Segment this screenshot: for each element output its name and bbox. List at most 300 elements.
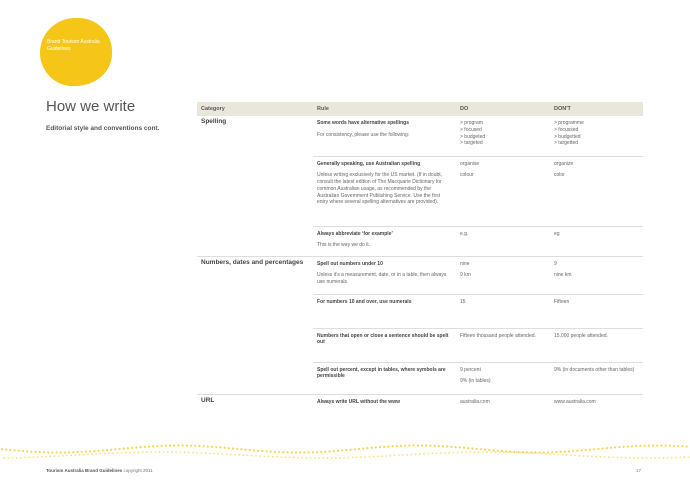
rule-title: Some words have alternative spellings: [317, 120, 409, 126]
wave-dot: [7, 457, 9, 459]
wave-dot: [606, 447, 608, 449]
wave-dot: [196, 452, 198, 454]
wave-dot: [297, 457, 299, 459]
dont-example: 15,000 people attended.: [554, 332, 608, 339]
dont-example: > targetted: [554, 140, 579, 147]
wave-dot: [511, 451, 513, 453]
dont-example: Fifteen: [554, 298, 570, 305]
wave-dot: [184, 451, 186, 453]
wave-dot: [43, 451, 45, 453]
dont-cell: [550, 226, 643, 256]
do-example: > focused: [460, 126, 482, 133]
wave-dot: [528, 452, 530, 454]
wave-dot: [205, 452, 207, 454]
wave-dot: [339, 457, 341, 459]
wave-dot: [566, 454, 568, 456]
wave-dot: [98, 450, 100, 452]
dont-example: nine km: [554, 272, 572, 279]
wave-dot: [247, 455, 249, 457]
wave-dot: [186, 444, 188, 446]
wave-dot: [117, 452, 119, 454]
table-header-row: [197, 102, 643, 116]
column-header-dont: DON'T: [550, 102, 643, 116]
dont-example: > focussed: [554, 126, 579, 133]
wave-dot: [215, 446, 217, 448]
wave-dot: [289, 457, 291, 459]
wave-dot: [394, 455, 396, 457]
wave-dot: [5, 448, 7, 450]
do-cell: [456, 256, 550, 294]
wave-dot: [558, 454, 560, 456]
wave-dot: [310, 457, 312, 459]
wave-dot: [316, 451, 318, 453]
wave-dot: [322, 457, 324, 459]
wave-dot: [192, 452, 194, 454]
rule-cell: [313, 116, 456, 156]
wave-dot: [306, 457, 308, 459]
wave-dot: [142, 451, 144, 453]
wave-dot: [427, 453, 429, 455]
do-example: organise: [460, 160, 480, 167]
wave-dot: [576, 450, 578, 452]
do-example: colour: [460, 172, 474, 179]
wave-dot: [499, 451, 501, 453]
wave-dot: [543, 451, 545, 453]
wave-dot: [436, 452, 438, 454]
wave-dot: [129, 452, 131, 454]
wave-dot: [127, 447, 129, 449]
wave-dot: [629, 457, 631, 459]
wave-dot: [474, 451, 476, 453]
wave-dot: [579, 455, 581, 457]
category-empty: [197, 328, 313, 362]
wave-dot: [591, 455, 593, 457]
wave-dot: [684, 456, 686, 458]
dont-cell: [550, 156, 643, 226]
wave-dot: [526, 451, 528, 453]
wave-dot: [167, 451, 169, 453]
rule-cell: [313, 256, 456, 294]
rule-cell: [313, 226, 456, 256]
wave-dot: [686, 445, 688, 447]
wave-dot: [625, 457, 627, 459]
dont-example: www.australia.com: [554, 398, 596, 405]
wave-dot: [138, 451, 140, 453]
category-numbers: Numbers, dates and percentages: [201, 258, 304, 266]
wave-dot: [442, 445, 444, 447]
wave-dot: [259, 455, 261, 457]
wave-dot: [106, 449, 108, 451]
wave-dot: [266, 450, 268, 452]
wave-dot: [400, 445, 402, 447]
wave-dot: [486, 451, 488, 453]
wave-dot: [12, 457, 14, 459]
wave-dot: [461, 451, 463, 453]
wave-dot: [329, 450, 331, 452]
wave-dot: [93, 450, 95, 452]
rule-cell: [313, 362, 456, 394]
wave-dot: [681, 445, 683, 447]
page-title: How we write: [46, 98, 136, 115]
wave-dot: [671, 457, 673, 459]
wave-dot: [621, 457, 623, 459]
table-row: [197, 294, 643, 328]
wave-dot: [503, 451, 505, 453]
wave-dot: [291, 451, 293, 453]
wave-dot: [47, 451, 49, 453]
wave-dot: [182, 444, 184, 446]
wave-dot: [207, 445, 209, 447]
wave-dot: [520, 452, 522, 454]
do-example: > program: [460, 120, 483, 126]
wave-dot: [484, 449, 486, 451]
wave-dot: [446, 445, 448, 447]
logo-line-1: Brand Tourism Australia: [47, 39, 100, 45]
wave-dot: [152, 445, 154, 447]
wave-dot: [159, 451, 161, 453]
wave-dot: [570, 454, 572, 456]
wave-dot: [156, 445, 158, 447]
wave-dot: [425, 444, 427, 446]
wave-dot: [404, 445, 406, 447]
wave-dot: [583, 455, 585, 457]
wave-dot: [450, 446, 452, 448]
wave-dot: [432, 453, 434, 455]
wave-dot: [471, 447, 473, 449]
wave-dot: [245, 449, 247, 451]
wave-dot: [560, 451, 562, 453]
do-example: nine: [460, 260, 470, 267]
table-row: [197, 362, 643, 394]
wave-dot: [553, 453, 555, 455]
wave-dot: [597, 448, 599, 450]
do-example: > targeted: [460, 140, 483, 147]
wave-dot: [539, 451, 541, 453]
wave-dot: [595, 456, 597, 458]
wave-dot: [222, 453, 224, 455]
do-cell: [456, 362, 550, 394]
wave-dot: [650, 457, 652, 459]
wave-dot: [656, 444, 658, 446]
rule-description: This is the way we do it.: [317, 242, 371, 249]
wave-dot: [165, 445, 167, 447]
wave-dot: [18, 450, 20, 452]
wave-dot: [333, 450, 335, 452]
do-example: > budgeted: [460, 133, 486, 140]
category-spelling: Spelling: [201, 118, 227, 125]
wave-dot: [612, 456, 614, 458]
wave-dot: [282, 451, 284, 453]
wave-dot: [62, 455, 64, 457]
do-example: Fifteen thousand people attended.: [460, 332, 536, 339]
wave-dot: [667, 457, 669, 459]
wave-dot: [375, 446, 377, 448]
rule-title: Spell out numbers under 10: [317, 260, 383, 267]
wave-dot: [457, 452, 459, 454]
wave-dot: [26, 450, 28, 452]
wave-dot: [658, 457, 660, 459]
footer-copyright: copyright 2011: [123, 468, 153, 473]
wave-dot: [100, 453, 102, 455]
wave-dot: [64, 451, 66, 453]
wave-dot: [476, 448, 478, 450]
wave-dot: [278, 451, 280, 453]
wave-dot: [108, 452, 110, 454]
wave-dot: [175, 451, 177, 453]
wave-dot: [440, 452, 442, 454]
dotted-wave-decoration: [0, 440, 690, 464]
wave-dot: [492, 449, 494, 451]
table-row: [197, 394, 643, 416]
wave-dot: [463, 447, 465, 449]
wave-dot: [22, 450, 24, 452]
category-empty: [197, 294, 313, 328]
wave-dot: [104, 453, 106, 455]
wave-dot: [421, 444, 423, 446]
wave-dot: [688, 456, 690, 458]
wave-dot: [3, 457, 5, 459]
wave-dot: [327, 457, 329, 459]
wave-dot: [642, 457, 644, 459]
do-example: australia.com: [460, 398, 490, 405]
do-example: 9 percent: [460, 366, 481, 373]
wave-dot: [639, 445, 641, 447]
wave-dot: [121, 452, 123, 454]
wave-dot: [358, 448, 360, 450]
wave-dot: [144, 446, 146, 448]
dont-cell: [550, 116, 643, 156]
wave-dot: [366, 447, 368, 449]
wave-dot: [648, 444, 650, 446]
wave-dot: [469, 451, 471, 453]
wave-dot: [398, 454, 400, 456]
wave-dot: [635, 445, 637, 447]
wave-dot: [459, 446, 461, 448]
wave-dot: [541, 453, 543, 455]
wave-dot: [623, 446, 625, 448]
wave-dot: [293, 457, 295, 459]
wave-dot: [33, 456, 35, 458]
wave-dot: [209, 452, 211, 454]
footer-brand: Tourism Australia Brand Guidelines: [46, 468, 123, 473]
wave-dot: [301, 457, 303, 459]
wave-dot: [261, 450, 263, 452]
do-cell: [456, 226, 550, 256]
wave-dot: [125, 452, 127, 454]
wave-dot: [532, 452, 534, 454]
wave-dot: [70, 454, 72, 456]
wave-dot: [345, 449, 347, 451]
wave-dot: [369, 456, 371, 458]
wave-dot: [413, 444, 415, 446]
wave-dot: [478, 451, 480, 453]
wave-dot: [673, 445, 675, 447]
wave-dot: [631, 445, 633, 447]
wave-dot: [56, 451, 58, 453]
wave-dot: [453, 452, 455, 454]
do-example: 15: [460, 298, 466, 305]
wave-dot: [379, 446, 381, 448]
do-cell: [456, 294, 550, 328]
wave-dot: [89, 450, 91, 452]
wave-dot: [495, 451, 497, 453]
dont-cell: [550, 256, 643, 294]
wave-dot: [274, 451, 276, 453]
dont-cell: [550, 328, 643, 362]
wave-dot: [434, 445, 436, 447]
wave-dot: [308, 451, 310, 453]
wave-dot: [148, 445, 150, 447]
wave-dot: [381, 455, 383, 457]
wave-dot: [608, 456, 610, 458]
wave-dot: [518, 451, 520, 453]
wave-dot: [465, 451, 467, 453]
wave-dot: [251, 455, 253, 457]
do-example: 9 km: [460, 272, 471, 279]
wave-dot: [188, 452, 190, 454]
wave-dot: [419, 453, 421, 455]
wave-dot: [551, 451, 553, 453]
wave-dot: [318, 457, 320, 459]
wave-dot: [660, 444, 662, 446]
dont-example: > programme: [554, 120, 584, 126]
wave-dot: [255, 455, 257, 457]
dont-example: > budgetted: [554, 133, 581, 140]
wave-dot: [406, 454, 408, 456]
wave-dot: [354, 448, 356, 450]
wave-dot: [234, 454, 236, 456]
category-url: URL: [201, 396, 215, 404]
dont-cell: [550, 294, 643, 328]
rule-title: For numbers 10 and over, use numerals: [317, 298, 412, 305]
wave-dot: [331, 457, 333, 459]
rule-title: Spell out percent, except in tables, where symbols are permissible: [317, 366, 446, 380]
wave-dot: [236, 448, 238, 450]
wave-dot: [444, 452, 446, 454]
wave-dot: [20, 457, 22, 459]
wave-dot: [146, 451, 148, 453]
wave-dot: [522, 451, 524, 453]
wave-dot: [68, 451, 70, 453]
wave-dot: [140, 446, 142, 448]
wave-dot: [644, 445, 646, 447]
column-header-do: DO: [456, 102, 550, 116]
wave-dot: [135, 446, 137, 448]
wave-dot: [547, 451, 549, 453]
wave-dot: [161, 445, 163, 447]
do-example: 9% (in tables): [460, 378, 491, 385]
wave-dot: [87, 453, 89, 455]
wave-dot: [593, 448, 595, 450]
wave-dot: [467, 447, 469, 449]
wave-dot: [180, 451, 182, 453]
rule-description: Unless writing exclusively for the US market. (If in doubt, consult the latest edition of The Macquarie Dictionary for common Australian usage, as recommended by the Australian Government Publishing Service. Use the first entry where several spelling alternatives are provided).: [317, 172, 443, 206]
footer-credit: [46, 468, 153, 473]
rule-cell: [313, 156, 456, 226]
wave-dot: [627, 445, 629, 447]
wave-dot: [415, 453, 417, 455]
wave-dot: [537, 452, 539, 454]
wave-dot: [228, 447, 230, 449]
wave-dot: [652, 444, 654, 446]
wave-dot: [41, 456, 43, 458]
wave-dot: [320, 451, 322, 453]
wave-dot: [387, 445, 389, 447]
page-subtitle: Editorial style and conventions cont.: [46, 125, 160, 132]
wave-dot: [562, 454, 564, 456]
table-row: [197, 256, 643, 294]
wave-dot: [190, 445, 192, 447]
wave-dot: [633, 457, 635, 459]
wave-dot: [110, 449, 112, 451]
wave-dot: [194, 445, 196, 447]
wave-dot: [675, 457, 677, 459]
wave-dot: [1, 448, 3, 450]
wave-dot: [581, 449, 583, 451]
wave-dot: [364, 456, 366, 458]
wave-dot: [72, 451, 74, 453]
wave-dot: [438, 445, 440, 447]
wave-dot: [665, 444, 667, 446]
wave-dot: [270, 451, 272, 453]
wave-dot: [287, 451, 289, 453]
wave-dot: [131, 447, 133, 449]
rule-description: For consistency, please use the following:: [317, 131, 410, 138]
wave-dot: [488, 449, 490, 451]
wave-dot: [614, 446, 616, 448]
rule-cell: [313, 328, 456, 362]
wave-dot: [314, 457, 316, 459]
rule-title: Always write URL without the www: [317, 398, 400, 405]
do-cell: [456, 116, 550, 156]
wave-dot: [79, 454, 81, 456]
wave-dot: [37, 456, 39, 458]
brand-logo-text: [47, 39, 100, 53]
wave-dot: [392, 445, 394, 447]
wave-dot: [604, 456, 606, 458]
wave-dot: [610, 447, 612, 449]
wave-dot: [16, 457, 18, 459]
wave-dot: [230, 454, 232, 456]
wave-dot: [96, 453, 98, 455]
wave-dot: [507, 451, 509, 453]
wave-dot: [285, 456, 287, 458]
wave-dot: [77, 451, 79, 453]
column-header-category: Category: [197, 102, 313, 116]
wave-dot: [348, 457, 350, 459]
rule-title: Always abbreviate ‘for example’: [317, 230, 393, 237]
wave-dot: [49, 456, 51, 458]
wave-dot: [574, 455, 576, 457]
do-cell: [456, 156, 550, 226]
wave-dot: [663, 457, 665, 459]
wave-dot: [133, 451, 135, 453]
table-row: [197, 116, 643, 156]
wave-dot: [679, 457, 681, 459]
table-row: [197, 328, 643, 362]
wave-dot: [343, 457, 345, 459]
wave-dot: [324, 451, 326, 453]
wave-dot: [201, 452, 203, 454]
wave-dot: [352, 457, 354, 459]
wave-dot: [572, 450, 574, 452]
dont-example: organize: [554, 160, 574, 167]
wave-dot: [417, 444, 419, 446]
logo-line-2: Guidelines: [47, 46, 71, 52]
wave-dot: [243, 454, 245, 456]
wave-dot: [341, 449, 343, 451]
wave-dot: [217, 453, 219, 455]
